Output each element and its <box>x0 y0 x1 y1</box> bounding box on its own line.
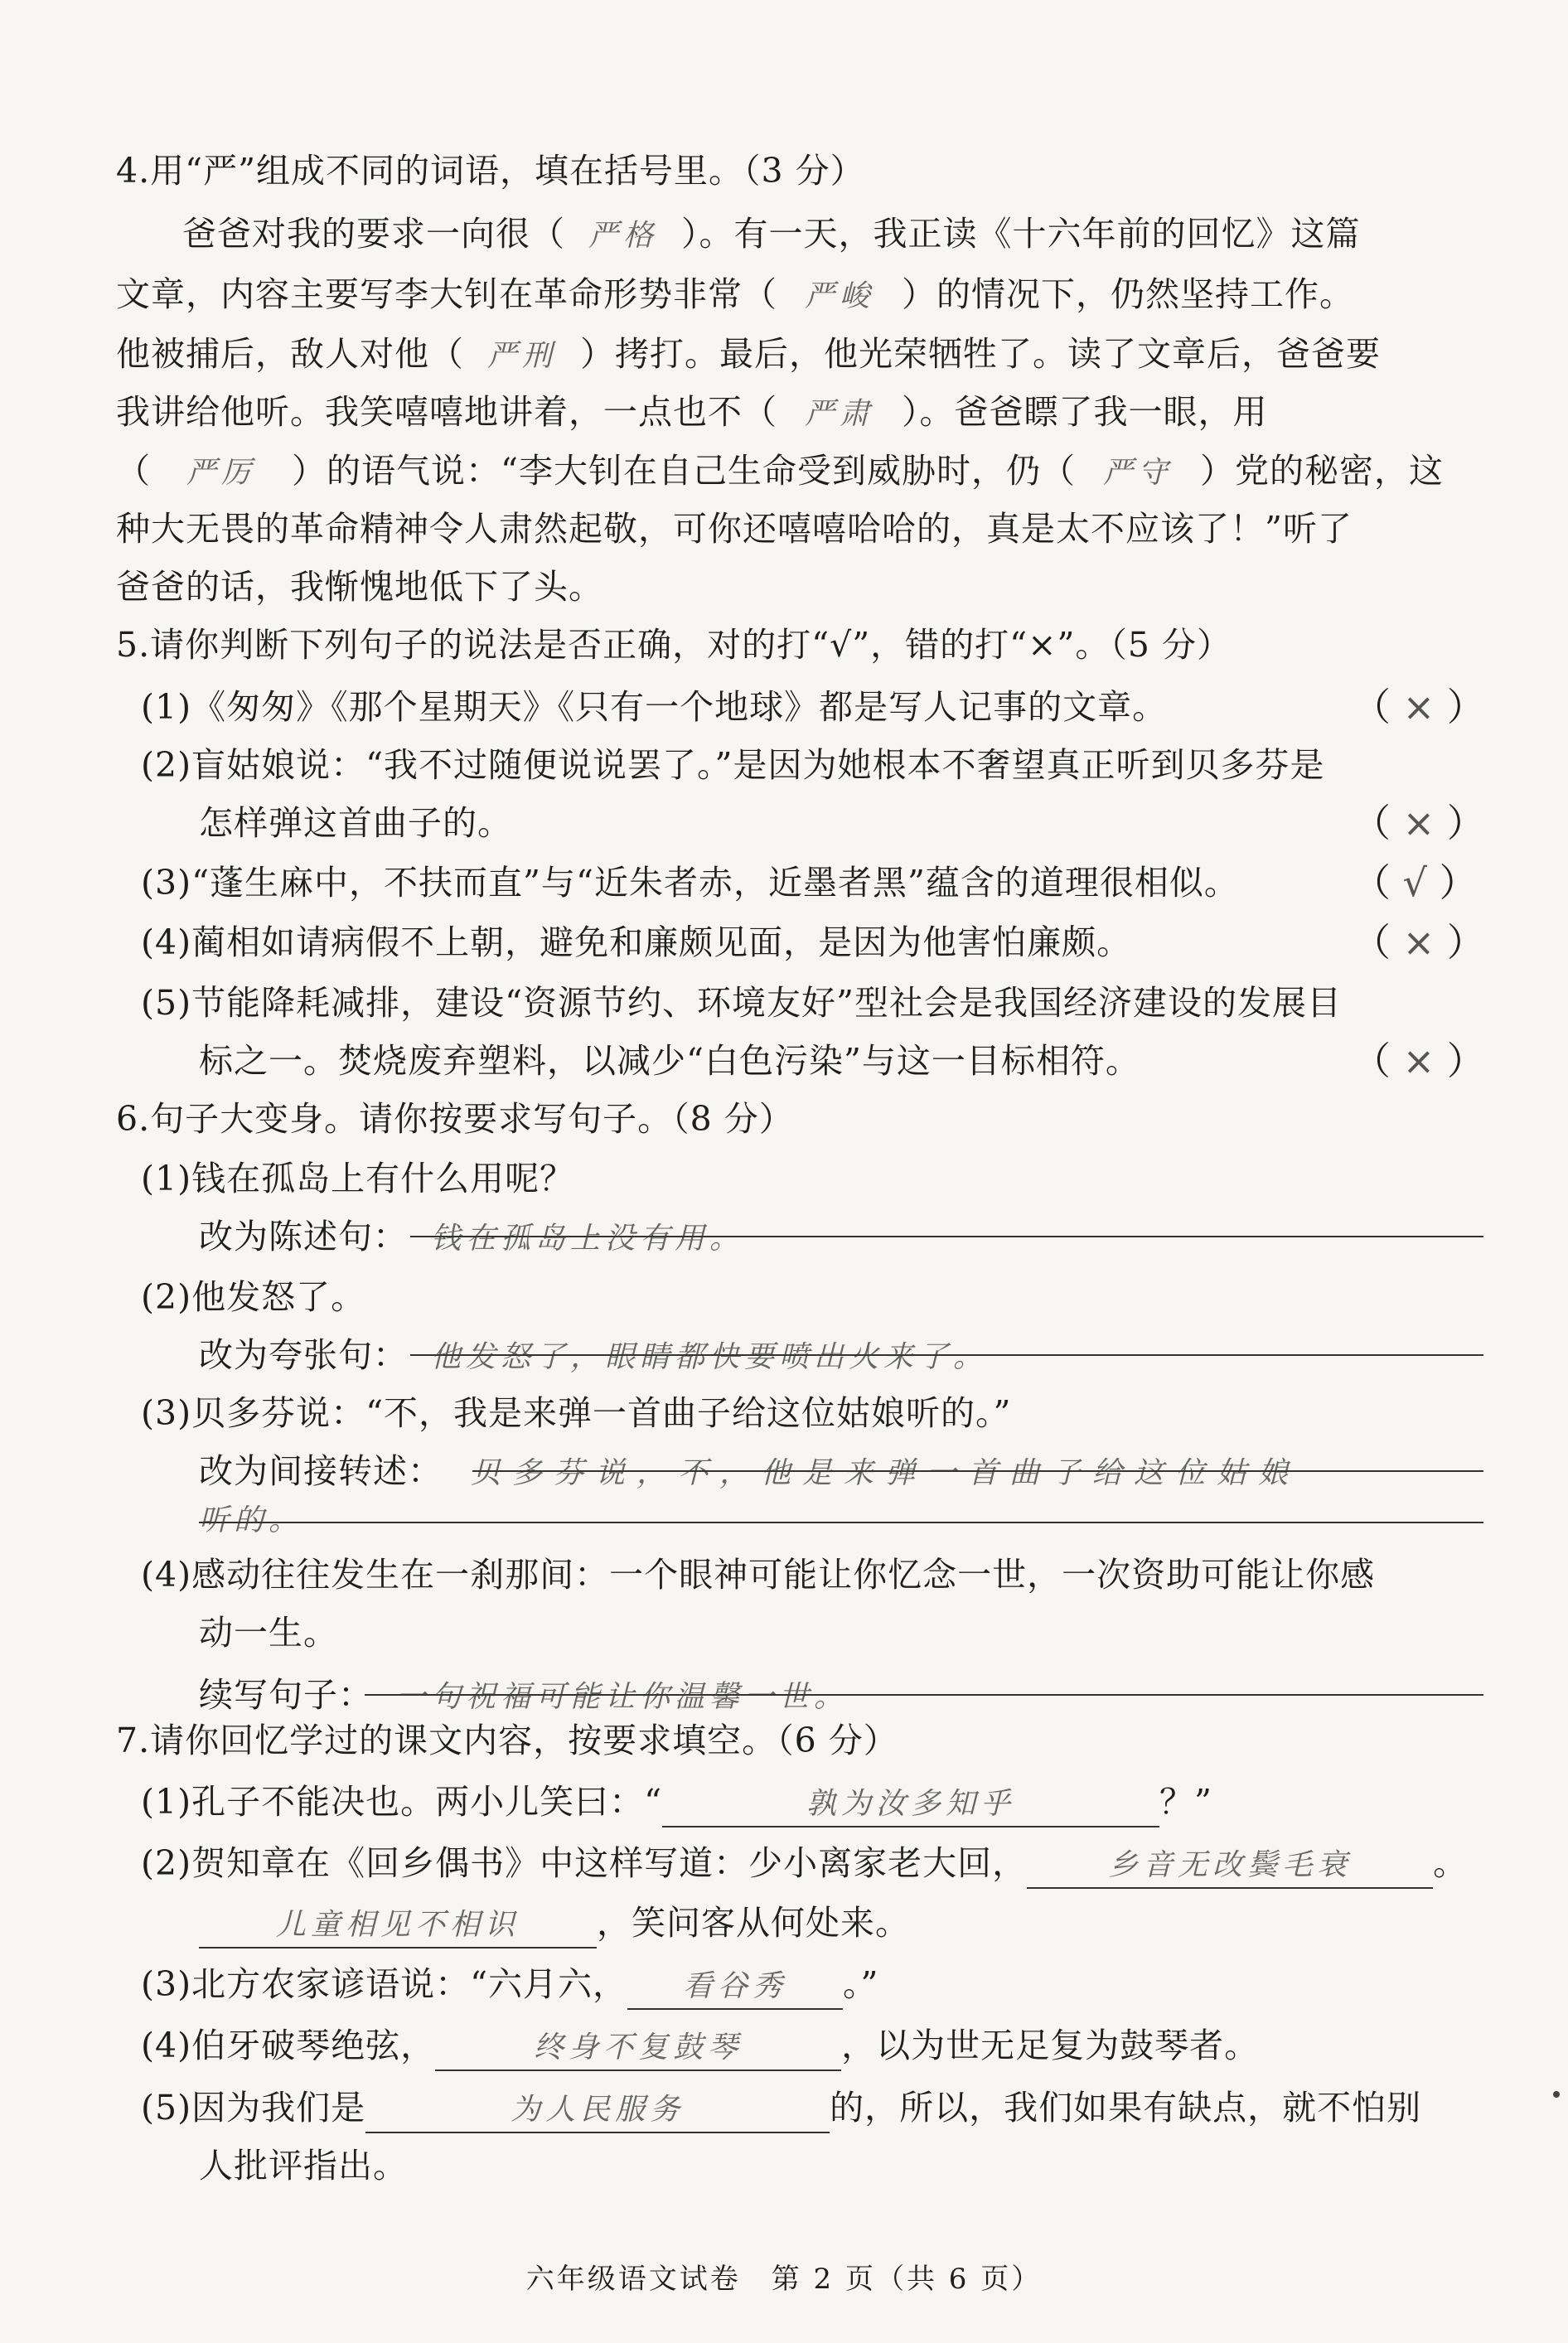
q5-mark-5: （ × ） <box>1353 1038 1485 1083</box>
q4-answer-6: 严守 <box>1102 456 1173 490</box>
q7-fill-4: (4)伯牙破琴绝弦， 终身不复鼓琴 ，以为世无足复为鼓琴者。 <box>141 2021 1259 2070</box>
q4-answer-1: 严格 <box>588 219 658 253</box>
q5-mark-4: （ × ） <box>1353 920 1485 965</box>
q5-item-1: (1)《匆匆》《那个星期天》《只有一个地球》都是写人记事的文章。 <box>141 687 1168 727</box>
q5-mark-2: （ × ） <box>1353 801 1485 845</box>
q6-answer-4-line <box>365 1694 1483 1696</box>
q4-line-5: （ 严厉 ）的语气说：“李大钊在自己生命受到威胁时，仍（ 严守 ）党的秘密，这 <box>116 446 1444 496</box>
q6-answer-2: 他发怒了，眼睛都快要喷出火来了。 <box>431 1340 989 1374</box>
q5-item-5a: (5)节能降耗减排，建设“资源节约、环境友好”型社会是我国经济建设的发展目 <box>141 983 1342 1023</box>
q6-task-4: 续写句子： 一句祝福可能让你温馨一世。 <box>199 1675 849 1715</box>
q6-sentence-1: (1)钱在孤岛上有什么用呢？ <box>141 1159 575 1198</box>
q6-answer-3a: 贝多芬说，不，他是来弹一首曲子给这位姑娘 <box>471 1456 1300 1490</box>
q6-sentence-4a: (4)感动往往发生在一刹那间：一个眼神可能让你忆念一世，一次资助可能让你感 <box>141 1555 1376 1595</box>
q7-fill-2b: 儿童相见不相识 ，笑问客从何处来。 <box>199 1898 910 1948</box>
q5-mark-3: （ √ ） <box>1353 860 1478 905</box>
q4-line-3: 他被捕后，敌人对他（ 严刑 ）拷打。最后，他光荣牺牲了。读了文章后，爸爸要 <box>116 329 1381 379</box>
q6-task-2: 改为夸张句： 他发怒了，眼睛都快要喷出火来了。 <box>199 1335 989 1375</box>
q4-line-6: 种大无畏的革命精神令人肃然起敬，可你还嘻嘻哈哈的，真是太不应该了！”听了 <box>116 509 1353 549</box>
q5-item-3: (3)“蓬生麻中，不扶而直”与“近朱者赤，近墨者黑”蕴含的道理很相似。 <box>141 863 1239 903</box>
q5-item-4: (4)蔺相如请病假不上朝，避免和廉颇见面，是因为他害怕廉颇。 <box>141 922 1132 962</box>
q6-sentence-3: (3)贝多芬说：“不，我是来弹一首曲子给这位姑娘听的。” <box>141 1393 1012 1433</box>
q4-line-7: 爸爸的话，我惭愧地低下了头。 <box>116 567 603 607</box>
q4-answer-4: 严肃 <box>804 397 874 431</box>
q6-answer-3-line-2 <box>199 1522 1483 1523</box>
q4-line-1: 爸爸对我的要求一向很（ 严格 ）。有一天，我正读《十六年前的回忆》这篇 <box>182 209 1361 259</box>
q4-title: 4.用“严”组成不同的词语，填在括号里。（3 分） <box>116 151 865 191</box>
q7-fill-1: (1)孔子不能决也。两小儿笑曰：“ 孰为汝多知乎 ？” <box>141 1777 1212 1827</box>
q7-answer-5: 为人民服务 <box>365 2089 830 2133</box>
q4-line-4: 我讲给他听。我笑嘻嘻地讲着，一点也不（ 严肃 ）。爸爸瞟了我一眼，用 <box>116 387 1268 437</box>
q4-line-2: 文章，内容主要写李大钊在革命形势非常（ 严峻 ）的情况下，仍然坚持工作。 <box>116 269 1354 319</box>
q5-item-2a: (2)盲姑娘说：“我不过随便说说罢了。”是因为她根本不奢望真正听到贝多芬是 <box>141 745 1325 785</box>
q5-item-2b: 怎样弹这首曲子的。 <box>199 803 512 843</box>
q6-task-3: 改为间接转述： 贝多芬说，不，他是来弹一首曲子给这位姑娘 <box>199 1451 1300 1491</box>
q6-task-1: 改为陈述句： 钱在孤岛上没有用。 <box>199 1217 745 1256</box>
q7-answer-4: 终身不复鼓琴 <box>435 2026 841 2071</box>
scan-speck <box>1553 2091 1560 2098</box>
q6-answer-1-line <box>410 1236 1483 1237</box>
q6-answer-3b: 听的。 <box>199 1503 304 1537</box>
q7-fill-5: (5)因为我们是 为人民服务 的，所以，我们如果有缺点，就不怕别 <box>141 2083 1421 2132</box>
q5-title: 5.请你判断下列句子的说法是否正确，对的打“√”，错的打“×”。（5 分） <box>116 625 1232 665</box>
q7-answer-1: 孰为汝多知乎 <box>662 1783 1159 1827</box>
q7-fill-2: (2)贺知章在《回乡偶书》中这样写道：少小离家老大回， 乡音无改鬓毛衰 。 <box>141 1838 1468 1888</box>
q7-title: 7.请你回忆学过的课文内容，按要求填空。（6 分） <box>116 1721 898 1760</box>
q4-answer-3: 严刑 <box>486 339 557 373</box>
q6-sentence-2: (2)他发怒了。 <box>141 1277 366 1317</box>
q4-answer-2: 严峻 <box>804 279 874 313</box>
q6-answer-4: 一句祝福可能让你温馨一世。 <box>396 1680 849 1714</box>
q7-fill-5b: 人批评指出。 <box>199 2146 408 2186</box>
page-footer: 六年级语文试卷 第 2 页（共 6 页） <box>525 2263 1043 2296</box>
q6-answer-3-line-1 <box>472 1470 1483 1472</box>
q7-answer-2a: 乡音无改鬓毛衰 <box>1027 1844 1433 1889</box>
q4-answer-5: 严厉 <box>186 456 256 490</box>
q7-answer-3: 看谷秀 <box>627 1965 843 2010</box>
q5-mark-1: （ × ） <box>1353 685 1485 729</box>
q6-sentence-4b: 动一生。 <box>199 1613 338 1653</box>
q6-answer-2-line <box>410 1354 1483 1356</box>
q7-answer-2b: 儿童相见不相识 <box>199 1904 597 1948</box>
q6-answer-1: 钱在孤岛上没有用。 <box>431 1222 745 1256</box>
q7-fill-3: (3)北方农家谚语说：“六月六， 看谷秀 。” <box>141 1959 879 2009</box>
q5-item-5b: 标之一。焚烧废弃塑料，以减少“白色污染”与这一目标相符。 <box>199 1041 1140 1081</box>
q6-title: 6.句子大变身。请你按要求写句子。（8 分） <box>116 1099 794 1139</box>
